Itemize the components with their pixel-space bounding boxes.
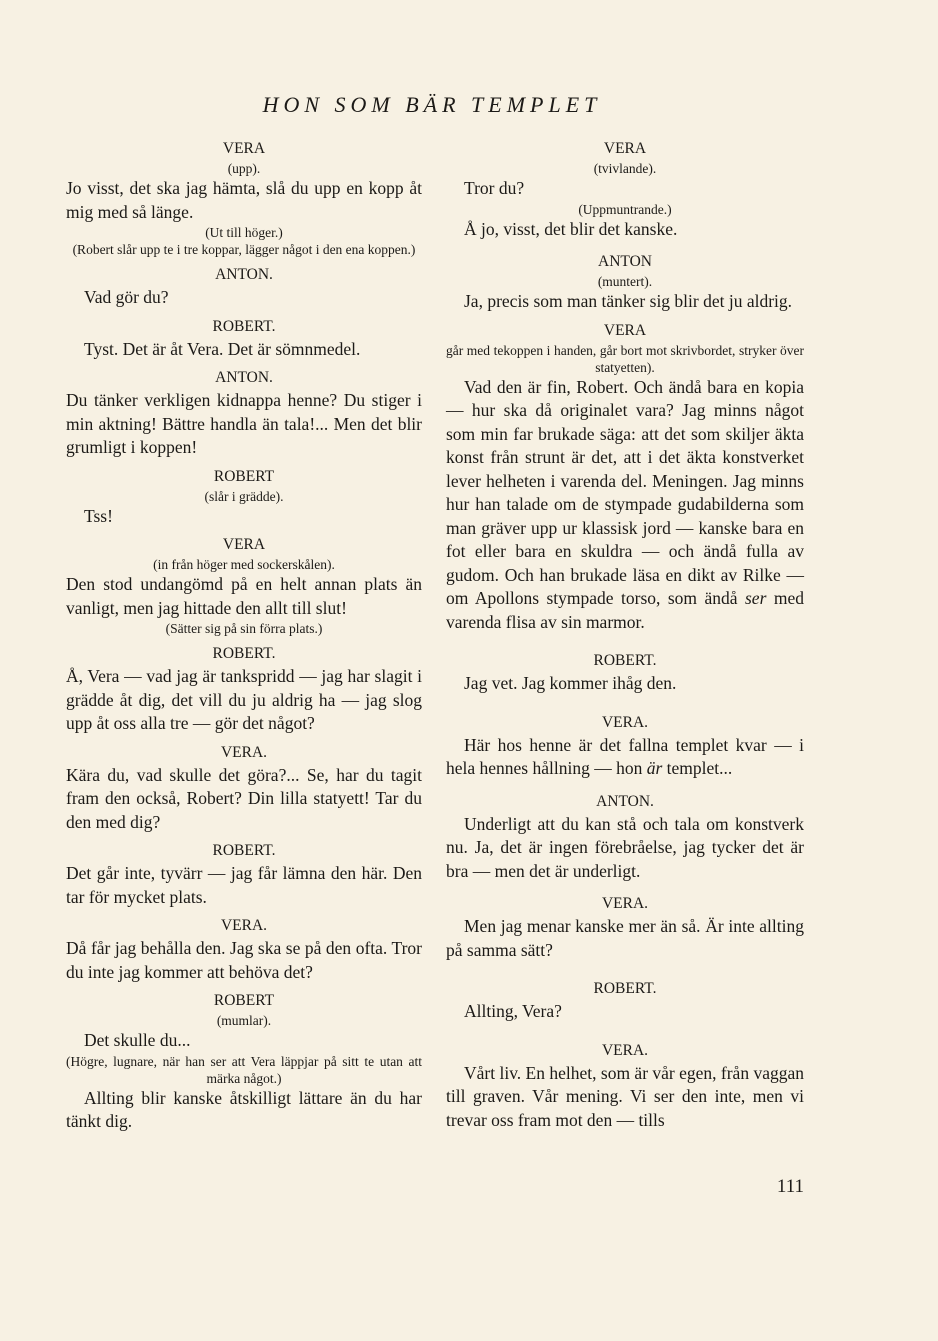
speaker-name: VERA [603, 321, 647, 339]
speaker-name: VERA. [601, 895, 649, 912]
dialogue-block [446, 650, 804, 696]
speaker-name: ROBERT. [593, 652, 657, 669]
dialogue-line: Tss! [84, 505, 113, 526]
dialogue-line: Vad gör du? [84, 287, 169, 307]
speaker-name: VERA [603, 140, 647, 157]
dialogue-block [446, 712, 804, 781]
dialogue-block [446, 138, 804, 241]
dialogue-block [66, 840, 422, 909]
dialogue-block [66, 138, 422, 258]
emphasis-word: är [646, 758, 663, 778]
dialogue-line: Men jag menar kanske mer än så. Är inte allting på samma sätt? [446, 916, 804, 960]
dialogue-block [66, 367, 422, 460]
speaker-name: ROBERT. [212, 842, 276, 859]
stage-direction: (in från höger med sockerskålen). [153, 557, 335, 572]
dialogue-text: Vad den är fin, Robert. Och ändå bara en kopia — hur ska då originalet vara? Jag minns något som min far brukade säga: att det som skiljer äkta konst från strunt är det, att i det äkta konstverket lever helheten i varenda del. Meningen. Jag minns hur han talade om de stympade gudabilderna som man gräver upp ur klassisk jord — kanske bara en fot eller bara en skuldra — och ändå fulla av gudom. Och han brukade läsa en dikt av Rilke — om Apollons stympade torso, som ändå [446, 376, 804, 608]
dialogue-line: Jo visst, det ska jag hämta, slå du upp en kopp åt mig med så länge. [66, 178, 422, 222]
dialogue-block [66, 643, 422, 736]
speaker-name: VERA. [601, 1041, 649, 1059]
stage-direction: (Högre, lugnare, när han ser att Vera läppjar på sitt te utan att märka något.) [66, 1053, 422, 1086]
stage-direction: (muntert). [597, 274, 653, 289]
dialogue-line: Tror du? [464, 178, 525, 198]
dialogue-line: Å, Vera — vad jag är tankspridd — jag har slagit i grädde åt dig, det vill du ju aldrig ha — jag slog upp åt oss alla tre — gör det något? [66, 666, 422, 733]
stage-direction: (mumlar). [216, 1013, 272, 1028]
dialogue-line: Den stod undangömd på en helt annan plats än vanligt, men jag hittade den allt till slut! [66, 574, 422, 618]
speaker-name: ANTON. [215, 266, 273, 283]
speaker-name: VERA. [220, 743, 268, 761]
dialogue-line: Allting, Vera? [464, 1001, 562, 1021]
speaker-name: ANTON. [596, 792, 654, 810]
stage-direction: (tvivlande). [593, 161, 657, 176]
speaker-name: VERA [222, 536, 266, 553]
speaker-name: VERA [222, 140, 266, 157]
dialogue-line: Det skulle du... [84, 1030, 191, 1050]
dialogue-text: templet... [666, 758, 733, 778]
dialogue-line: Ja, precis som man tänker sig blir det ju aldrig. [464, 291, 793, 311]
page-number: 111 [776, 1176, 804, 1197]
dialogue-block [66, 534, 422, 637]
speaker-name: ROBERT. [212, 317, 276, 335]
dialogue-line: Allting blir kanske åtskilligt lättare än du har tänkt dig. [66, 1087, 422, 1131]
dialogue-line: Då får jag behålla den. Jag ska se på den ofta. Tror du inte jag kommer att behöva det? [66, 938, 422, 982]
stage-direction: (upp). [227, 161, 261, 176]
dialogue-line [446, 734, 804, 781]
speaker-name: ROBERT [213, 467, 275, 485]
stage-direction: (Sätter sig på sin förra plats.) [165, 621, 323, 636]
dialogue-line: Du tänker verkligen kidnappa henne? Du stiger i min aktning! Bättre handla än tala!... Men det blir grumligt i koppen! [66, 390, 422, 457]
dialogue-block [446, 978, 804, 1024]
speaker-name: VERA. [601, 713, 649, 731]
left-column [66, 136, 422, 1134]
dialogue-block [66, 316, 422, 362]
dialogue-line: Tyst. Det är åt Vera. Det är sömnmedel. [84, 338, 361, 359]
dialogue-line: Vårt liv. En helhet, som är vår egen, från vaggan till graven. Vår mening. Vi ser den inte, men vi trevar oss fram mot den — tills [446, 1062, 804, 1130]
dialogue-block [66, 742, 422, 835]
dialogue-line: Kära du, vad skulle det göra?... Se, har du tagit fram den också, Robert? Din lilla statyett! Tar du den med dig? [66, 764, 422, 832]
dialogue-block [66, 915, 422, 984]
speaker-name: ANTON [598, 253, 652, 270]
speaker-name: VERA. [220, 917, 268, 934]
dialogue-block [66, 466, 422, 529]
emphasis-word: ser [745, 588, 767, 608]
speaker-name: ROBERT. [212, 645, 276, 662]
dialogue-block [446, 791, 804, 884]
dialogue-block [446, 893, 804, 962]
speaker-name: ANTON. [215, 369, 273, 386]
dialogue-text: Här hos henne är det fallna templet kvar — i hela hennes hållning — hon [446, 734, 804, 778]
stage-direction: (slår i grädde). [204, 488, 284, 504]
stage-direction: (Robert slår upp te i tre koppar, lägger något i den ena koppen.) [72, 242, 416, 257]
dialogue-line: Å jo, visst, det blir det kanske. [464, 218, 678, 239]
dialogue-block [66, 264, 422, 310]
dialogue-line [446, 376, 804, 635]
running-head: HON SOM BÄR TEMPLET [262, 92, 602, 117]
dialogue-line: Underligt att du kan stå och tala om konstverk nu. Ja, det är ingen förebråelse, jag tycker det är bra — men det är underligt. [446, 813, 804, 881]
stage-direction: (Ut till höger.) [205, 225, 283, 240]
dialogue-block [66, 990, 422, 1134]
stage-direction: (Uppmuntrande.) [578, 201, 672, 217]
dialogue-text: med varenda flisa av sin marmor. [446, 588, 804, 632]
stage-direction: går med tekoppen i handen, går bort mot skrivbordet, stryker över statyetten). [446, 342, 804, 375]
dialogue-block [446, 251, 804, 314]
dialogue-line: Jag vet. Jag kommer ihåg den. [464, 673, 677, 693]
speaker-name: ROBERT [213, 992, 275, 1009]
dialogue-line: Det går inte, tyvärr — jag får lämna den här. Den tar för mycket plats. [66, 863, 422, 907]
dialogue-block [446, 320, 804, 635]
dialogue-block [446, 1040, 804, 1133]
speaker-name: ROBERT. [593, 980, 657, 997]
right-column [446, 136, 804, 1132]
